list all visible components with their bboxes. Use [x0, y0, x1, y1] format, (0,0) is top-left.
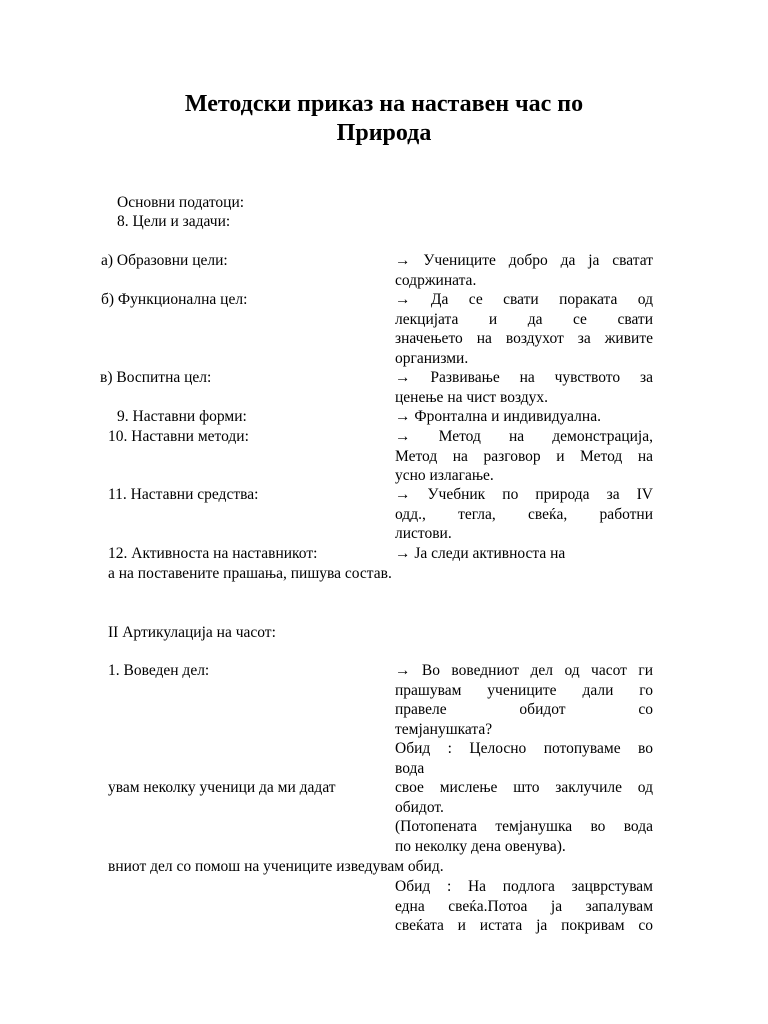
teaching-aids-label: 11. Наставни средства:	[108, 486, 259, 503]
overflow-text-line: увам неколку ученици да ми дадат	[108, 779, 336, 796]
text-line: одд., тегла, свеќа, работни	[395, 505, 653, 523]
upbringing-goal-text	[395, 368, 653, 407]
functional-goal-label: б) Функционална цел:	[101, 291, 248, 308]
experiment-2-text	[395, 877, 653, 936]
text-line: лекцијата и да се свати	[395, 310, 653, 328]
teaching-methods-label: 10. Наставни методи:	[108, 428, 249, 445]
teaching-forms-text	[395, 407, 653, 427]
document-title-line-2: Природа	[336, 120, 432, 146]
text-line: една свеќа.Потоа ја запалувам	[395, 897, 653, 915]
overflow-text-line: а на поставените прашања, пишува состав.	[108, 565, 392, 582]
text-line: Обид : На подлога зацврстувам	[395, 878, 653, 895]
text-line: Обид : Целосно потопуваме во	[395, 740, 653, 757]
upbringing-goal-label: в) Воспитна цел:	[100, 369, 212, 386]
introduction-text	[395, 661, 653, 856]
text-line: → Да се свати пораката од	[395, 291, 653, 308]
text-line: свое мислење што заклучиле од	[395, 779, 653, 796]
text-line: организми.	[395, 349, 469, 367]
articulation-heading: II Артикулација на часот:	[108, 624, 276, 641]
text-line: → Метод на демонстрација,	[395, 428, 653, 445]
text-line: → Учебник по природа за IV	[395, 486, 653, 503]
goals-heading: 8. Цели и задачи:	[117, 213, 231, 230]
text-line: листови.	[395, 525, 452, 542]
overflow-text-line: вниот дел со помош на учениците изведувам обид.	[108, 858, 444, 875]
teaching-methods-text	[395, 427, 653, 486]
text-line: темјанушката?	[395, 720, 493, 738]
text-line: (Потопената темјанушка во вода	[395, 818, 653, 835]
functional-goal-text	[395, 290, 653, 368]
educational-goals-text	[395, 251, 653, 290]
text-line: свеќата и истата ја покривам со	[395, 917, 653, 934]
text-line: ценење на чист воздух.	[395, 388, 549, 406]
document-title-line-1: Методски приказ на наставен час по	[184, 91, 584, 117]
basic-data-heading: Основни податоци:	[117, 194, 245, 211]
text-line: вода	[395, 759, 425, 777]
text-line: прашувам учениците дали го	[395, 681, 653, 699]
teaching-forms-label: 9. Наставни форми:	[117, 408, 247, 425]
text-line: по неколку дена овенува).	[395, 837, 566, 855]
text-line: → Учениците добро да ја сватат	[395, 252, 653, 269]
introduction-label: 1. Воведен дел:	[108, 662, 210, 679]
text-line: значењето на воздухот за живите	[395, 330, 653, 347]
text-line: правеле обидот со	[395, 701, 653, 718]
text-line: → Во воведниот дел од часот ги	[395, 662, 653, 679]
text-line: содржината.	[395, 271, 477, 289]
text-line: → Развивање на чувството за	[395, 369, 653, 386]
teacher-activity-text: → Ја следи активноста на	[395, 545, 566, 562]
text-line: усно излагање.	[395, 467, 494, 484]
text-line: Метод на разговор и Метод на	[395, 447, 653, 465]
teacher-activity-label: 12. Активноста на наставникот:	[108, 545, 318, 562]
text-line: → Фронтална и индивидуална.	[395, 408, 601, 425]
educational-goals-label: а) Образовни цели:	[101, 252, 228, 269]
teaching-aids-text	[395, 485, 653, 544]
text-line: обидот.	[395, 798, 444, 816]
